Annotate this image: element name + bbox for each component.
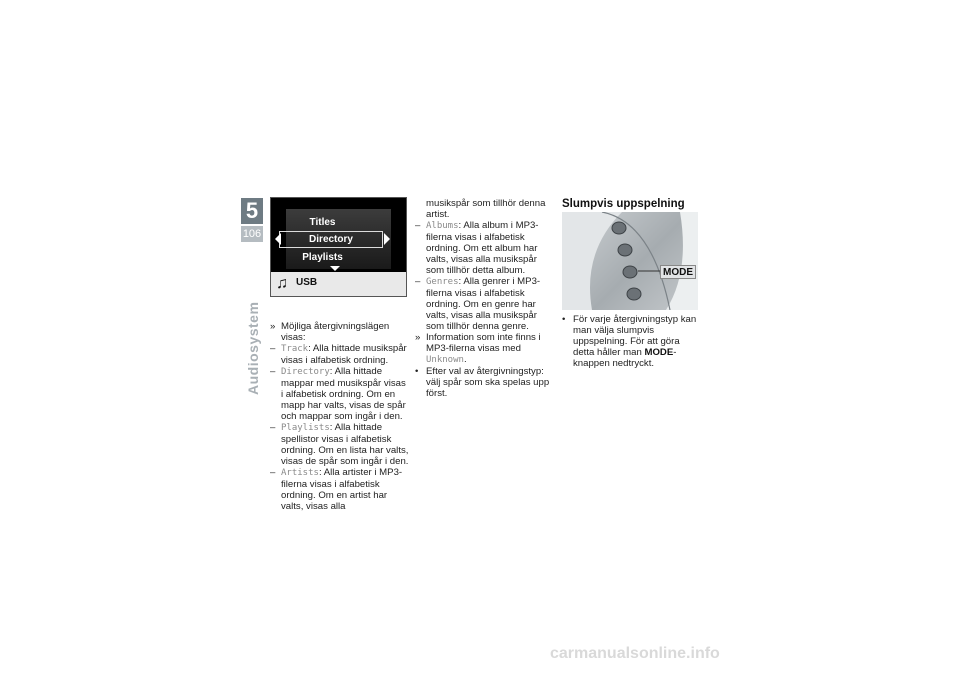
arrow-right-icon [384,233,390,245]
list-item: – Albums: Alla album i MP3-filerna visas i alfabetisk ordning. Om ett album har valts, visas alla musikspår som tillhör detta album. [415,220,539,276]
menu-item-titles: Titles [309,217,336,228]
menu-item-directory: Directory [279,231,383,248]
handlebar-switch-illustration [562,212,698,310]
mode-callout-label: MODE [660,265,696,279]
list-item: – Playlists: Alla hittade spellistor visas i alfabetisk ordning. Om en lista har valts, visas de spår som ingår i den. [270,422,409,467]
continued-text: musikspår som tillhör denna artist. [426,198,546,220]
arrow-bullet-icon: » [415,332,421,343]
dash-icon: – [415,276,421,287]
dash-icon: – [270,467,276,478]
bullet-icon: • [415,366,419,377]
dash-icon: – [270,366,276,377]
chapter-title: Audiosystem [245,301,261,395]
menu-item-playlists: Playlists [302,252,343,263]
list-item: – Directory: Alla hittade mappar med musikspår visas i alfabetisk ordning. Om en mapp har valts, visas de spår och mappar som ingår i den. [270,366,406,422]
unknown-code: Unknown [426,355,464,365]
dash-icon: – [415,220,421,231]
mode-code: Albums [426,221,459,231]
source-label: USB [296,277,318,288]
arrow-left-icon [275,233,281,245]
list-item: – Track: Alla hittade musikspår visas i alfabetisk ordning. [270,343,407,366]
arrow-bullet-icon: » [270,321,276,332]
list-item: » Information som inte finns i MP3-filerna visas med Unknown. [415,332,541,365]
music-note-icon: ♫ [276,275,288,292]
list-item: • För varje återgivningstyp kan man välja slumpvis uppspelning. För att göra detta håller man MODE-knappen nedtryckt. [562,314,697,369]
list-item: – Genres: Alla genrer i MP3-filerna visas i alfabetisk ordning. Om en genre har valts, visas alla musikspår som tillhör denna genre. [415,276,541,332]
dash-icon: – [270,422,276,433]
bullet-icon: • [562,314,566,325]
mode-code: Playlists [281,423,330,433]
section-heading: Slumpvis uppspelning [562,198,685,210]
page-number: 106 [242,228,262,240]
text-column-2 [415,198,555,399]
switch-buttons-graphic [562,212,698,310]
text-column-1 [270,321,410,512]
source-bar [271,272,406,296]
mode-code: Artists [281,468,319,478]
chapter-number: 5 [241,198,263,224]
dash-icon: – [270,343,276,354]
arrow-down-icon [330,266,340,271]
list-item: – Artists: Alla artister i MP3-filerna visas i alfabetisk ordning. Om en artist har valts, visas alla [270,467,403,512]
mode-code: Track [281,344,309,354]
mode-code: Directory [281,367,330,377]
watermark: carmanualsonline.info [550,645,720,662]
text-column-3 [562,314,702,369]
mode-button-name: MODE [644,347,674,358]
list-item: » Möjliga återgivningslägen visas: [270,321,390,343]
list-item: • Efter val av återgivningstyp: välj spår som ska spelas upp först. [415,366,550,399]
mode-code: Genres [426,277,459,287]
